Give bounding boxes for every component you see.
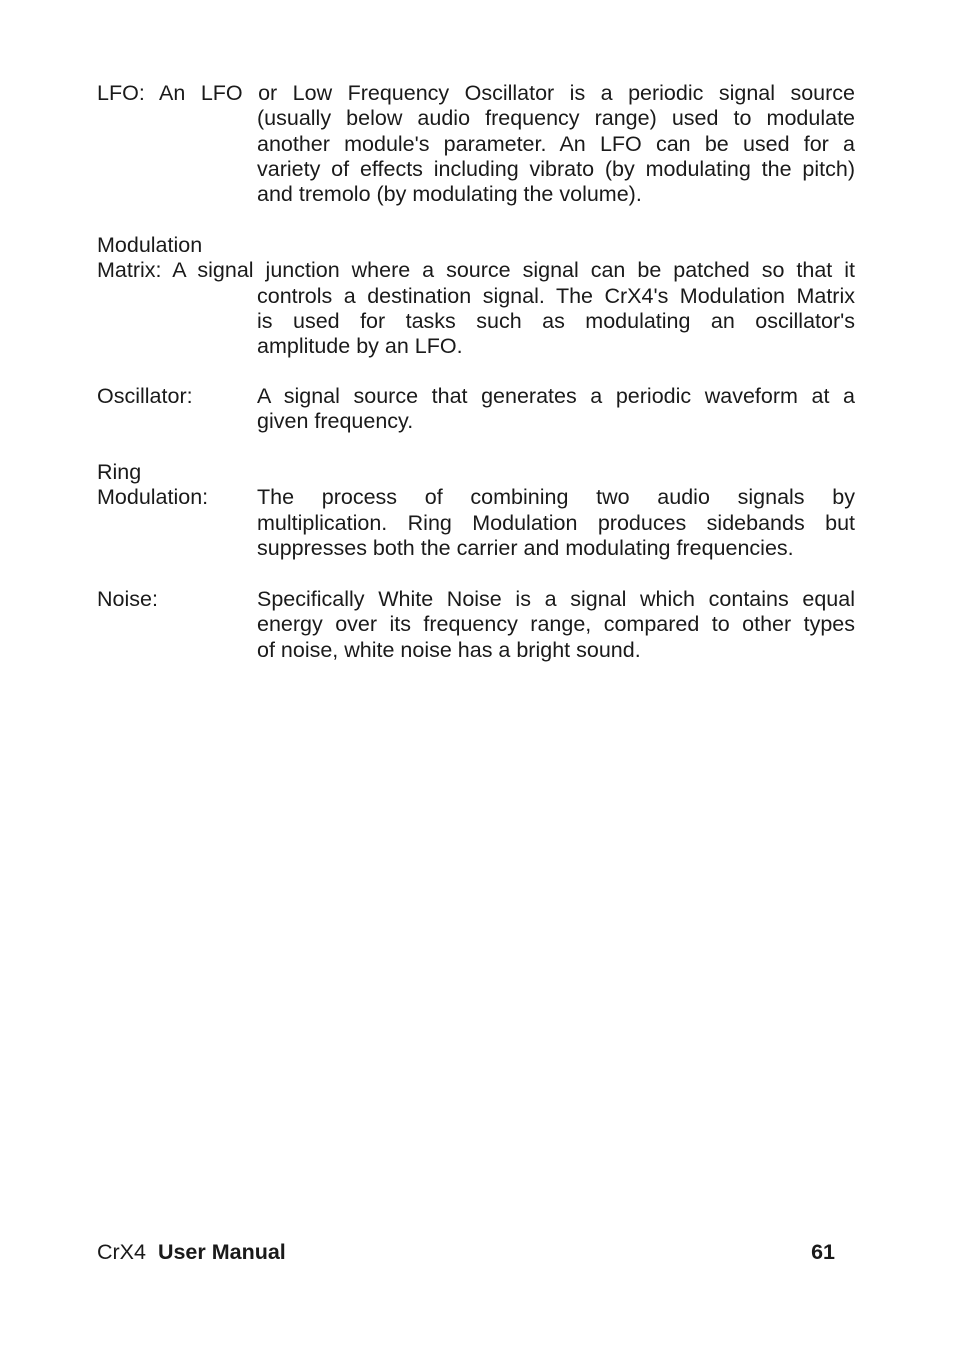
ring-modulation-term: Modulation: [97,485,209,510]
noise-term: Noise: [97,587,158,611]
ring-modulation-term-pre: Ring [97,460,142,484]
modulation-matrix-line: amplitude by an LFO. [257,334,463,359]
oscillator-term: Oscillator: [97,384,193,408]
ring-modulation-line: multiplication. Ring Modulation produces sidebands but [257,510,855,535]
footer-title [97,1240,286,1265]
ring-modulation-line: The process of combining two audio signals by [257,485,855,510]
glossary-entry-oscillator [97,384,855,435]
noise-line: energy over its frequency range, compared to other types [257,612,855,637]
ring-modulation-line: suppresses both the carrier and modulating frequencies. [257,535,794,560]
modulation-matrix-definition [257,284,855,360]
oscillator-line: A signal source that generates a periodic waveform at a [257,384,855,408]
glossary-entry-modulation-matrix [97,233,855,359]
footer-manual-title: User Manual [157,1240,286,1264]
modulation-matrix-term-pre: Modulation [97,233,203,257]
modulation-matrix-line: controls a destination signal. The CrX4's Modulation Matrix [257,283,855,308]
glossary-entry-noise [97,587,855,663]
lfo-line: (usually below audio frequency range) used to modulate [257,106,855,131]
page-number: 61 [811,1240,835,1264]
lfo-first-line: LFO: An LFO or Low Frequency Oscillator is a periodic signal source [97,81,855,105]
lfo-line: and tremolo (by modulating the volume). [257,182,642,207]
noise-line: of noise, white noise has a bright sound. [257,637,641,662]
modulation-matrix-line: is used for tasks such as modulating an oscillator's [257,308,855,333]
lfo-definition [257,106,855,207]
page-footer [97,1240,835,1265]
footer-product: CrX4 [97,1240,146,1264]
modulation-matrix-first-line: Matrix: A signal junction where a source signal can be patched so that it [97,258,855,283]
glossary-entry-lfo [97,81,855,207]
glossary-entry-ring-modulation [97,460,855,561]
noise-line: Specifically White Noise is a signal which contains equal [257,587,855,611]
oscillator-line: given frequency. [257,409,414,434]
lfo-line: another module's parameter. An LFO can be used for a [257,131,855,156]
lfo-line: variety of effects including vibrato (by modulating the pitch) [257,156,855,181]
